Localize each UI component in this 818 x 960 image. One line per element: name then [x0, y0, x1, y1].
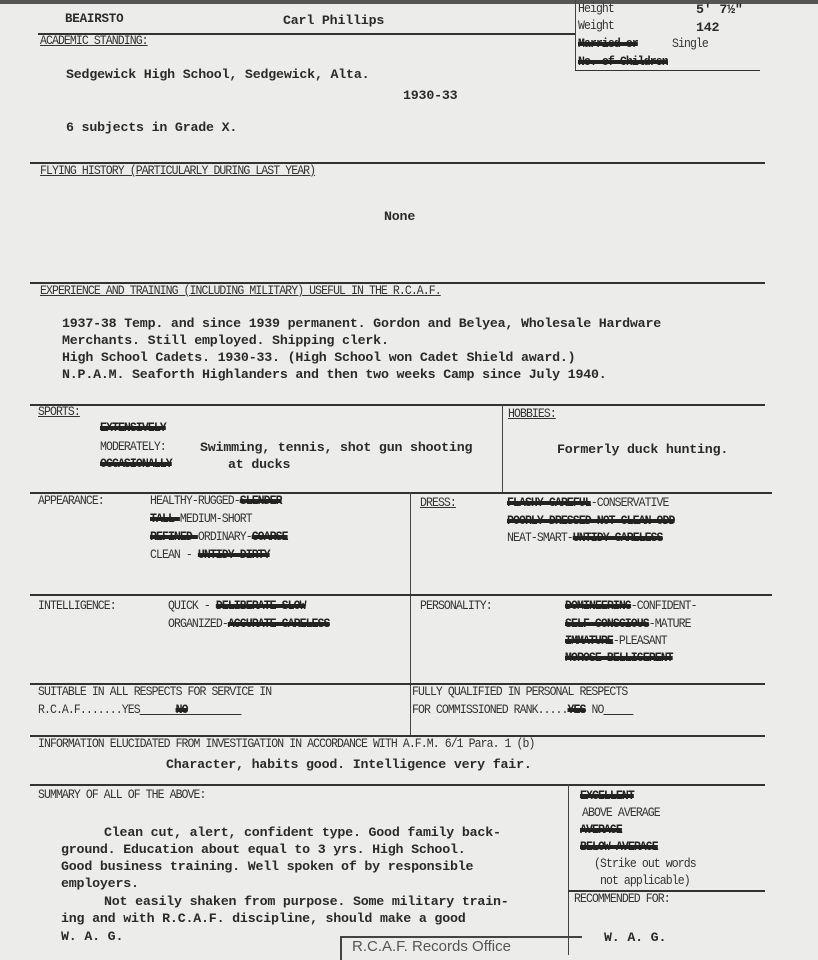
information-value: Character, habits good. Intelligence very fair.: [166, 757, 532, 772]
height-value: 5' 7½": [696, 2, 743, 17]
summary-line: ground. Education about equal to 3 yrs. High School.: [61, 842, 466, 857]
dress-line: POORLY DRESSED-NOT CLEAN-ODD: [507, 514, 675, 528]
weight-label: Weight: [578, 19, 614, 33]
rating-note: (Strike out words: [594, 857, 696, 871]
divider: [30, 492, 772, 494]
summary-line: employers.: [61, 876, 139, 891]
recommended-value: W. A. G.: [604, 930, 667, 945]
commission-line2: FOR COMMISSIONED RANK.....YES NO: [412, 703, 604, 717]
summary-line: Not easily shaken from purpose. Some military train-: [104, 894, 509, 909]
divider: [502, 404, 503, 492]
height-label: Height: [578, 2, 614, 16]
sports-moderately: MODERATELY:: [100, 440, 166, 454]
school-years: 1930-33: [403, 88, 458, 103]
personality-line: IMMATURE-PLEASANT: [565, 634, 667, 648]
personality-line: DOMINEERING-CONFIDENT-: [565, 599, 697, 613]
dress-label: DRESS:: [420, 496, 456, 510]
appearance-line: REFINED-ORDINARY-COARSE: [150, 530, 288, 544]
summary-label: SUMMARY OF ALL OF THE ABOVE:: [38, 788, 206, 802]
divider: [30, 404, 765, 406]
experience-line: N.P.A.M. Seaforth Highlanders and then two weeks Camp since July 1940.: [62, 367, 607, 382]
summary-line: W. A. G.: [61, 929, 124, 944]
hobbies-value: Formerly duck hunting.: [557, 442, 729, 457]
surname: BEAIRSTO: [65, 12, 124, 26]
rating-note: not applicable): [600, 874, 690, 888]
personality-line: SELF-CONSCIOUS-MATURE: [565, 617, 691, 631]
dress-line: NEAT-SMART-UNTIDY-CARELESS: [507, 531, 663, 545]
rating-above-average: ABOVE AVERAGE: [582, 806, 660, 820]
rating-average-struck: AVERAGE: [580, 823, 622, 837]
recommended-label: RECOMMENDED FOR:: [574, 892, 670, 906]
suitable-line2: R.C.A.F.......YES NO: [38, 703, 188, 717]
experience-label: EXPERIENCE AND TRAINING (INCLUDING MILITARY) USEFUL IN THE R.C.A.F.: [40, 284, 441, 298]
summary-line: Good business training. Well spoken of by responsible: [61, 859, 474, 874]
appearance-line: HEALTHY-RUGGED-SLENDER: [150, 494, 282, 508]
divider: [575, 70, 760, 71]
appearance-line: CLEAN - UNTIDY-DIRTY: [150, 548, 270, 562]
information-label: INFORMATION ELUCIDATED FROM INVESTIGATION IN ACCORDANCE WITH A.F.M. 6/1 Para. 1 (b): [38, 737, 535, 751]
marital-status: Single: [672, 37, 708, 51]
dress-line: FLASHY-CAREFUL-CONSERVATIVE: [507, 496, 669, 510]
intelligence-line: QUICK - DELIBERATE-SLOW: [168, 599, 306, 613]
appearance-label: APPEARANCE:: [38, 494, 104, 508]
sports-value: Swimming, tennis, shot gun shooting: [200, 440, 473, 455]
divider: [410, 492, 411, 735]
intelligence-line: ORGANIZED-ACCURATE-CARELESS: [168, 617, 330, 631]
weight-value: 142: [696, 20, 720, 35]
personality-line: MOROSE-BELLIGERENT: [565, 651, 673, 665]
sports-value2: at ducks: [228, 457, 291, 472]
summary-line: Clean cut, alert, confident type. Good family back-: [104, 825, 501, 840]
suitable-line1: SUITABLE IN ALL RESPECTS FOR SERVICE IN: [38, 685, 272, 699]
sports-label: SPORTS:: [38, 405, 80, 419]
summary-line: ing and with R.C.A.F. discipline, should make a good: [61, 911, 466, 926]
experience-line: High School Cadets. 1930-33. (High School won Cadet Shield award.): [62, 350, 576, 365]
divider: [575, 0, 576, 70]
flying-value: None: [384, 209, 416, 224]
divider: [30, 784, 765, 786]
divider: [30, 594, 772, 596]
records-office-stamp: R.C.A.F. Records Office: [340, 936, 582, 960]
flying-label: FLYING HISTORY (PARTICULARLY DURING LAST YEAR): [40, 164, 316, 178]
children-struck: No. of Children: [578, 55, 668, 69]
married-struck: Married or: [578, 37, 638, 51]
academic-label: ACADEMIC STANDING:: [40, 34, 148, 48]
appearance-line: TALL-MEDIUM-SHORT: [150, 512, 252, 526]
commission-line1: FULLY QUALIFIED IN PERSONAL RESPECTS: [412, 685, 628, 699]
rating-excellent-struck: EXCELLENT: [580, 789, 634, 803]
experience-line: Merchants. Still employed. Shipping clerk.: [62, 333, 389, 348]
grade: 6 subjects in Grade X.: [66, 120, 238, 135]
intelligence-label: INTELLIGENCE:: [38, 599, 116, 613]
divider: [568, 784, 569, 955]
experience-line: 1937-38 Temp. and since 1939 permanent. Gordon and Belyea, Wholesale Hardware: [62, 316, 662, 331]
hobbies-label: HOBBIES:: [508, 407, 556, 421]
sports-struck: OCCASIONALLY: [100, 457, 172, 471]
school: Sedgewick High School, Sedgewick, Alta.: [66, 67, 370, 82]
given-names: Carl Phillips: [283, 13, 385, 28]
rating-below-struck: BELOW AVERAGE: [580, 840, 658, 854]
sports-struck: EXTENSIVELY: [100, 421, 166, 435]
personality-label: PERSONALITY:: [420, 599, 492, 613]
